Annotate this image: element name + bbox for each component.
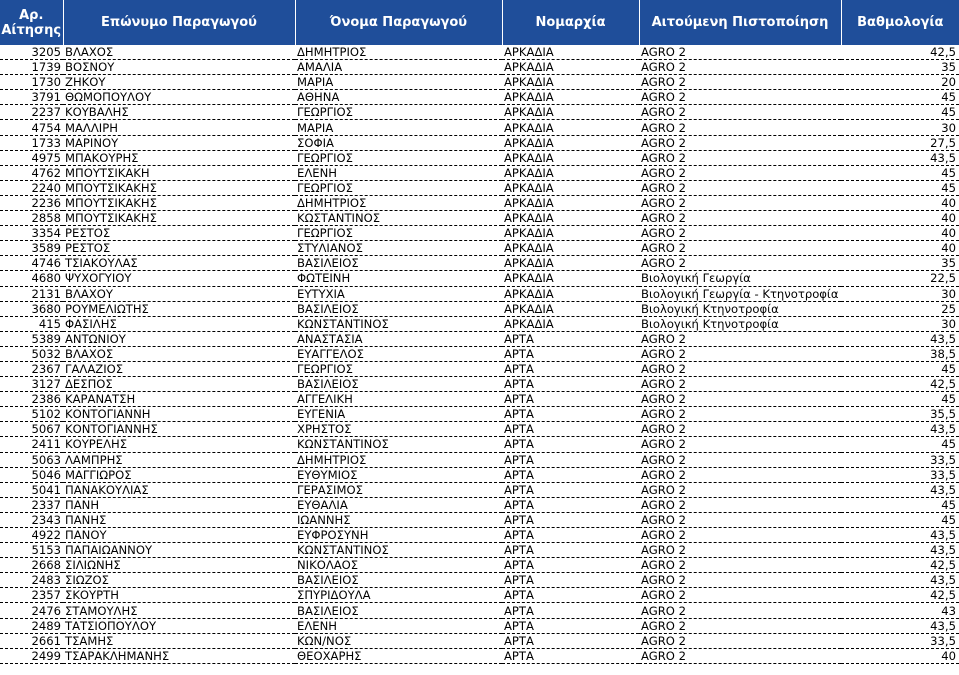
cell-producer-first-name: ΓΕΩΡΓΙΟΣ — [295, 361, 502, 376]
cell-requested-certification: Βιολογική Γεωργία — [639, 271, 841, 286]
cell-score: 40 — [841, 211, 959, 226]
table-row — [0, 392, 959, 407]
cell-prefecture: ΑΡΚΑΔΙΑ — [502, 105, 639, 120]
table-row — [0, 180, 959, 195]
cell-application-number: 4746 — [0, 256, 63, 271]
cell-score: 43,5 — [841, 331, 959, 346]
cell-application-number: 415 — [0, 316, 63, 331]
cell-prefecture: ΑΡΤΑ — [502, 361, 639, 376]
cell-producer-first-name: ΔΗΜΗΤΡΙΟΣ — [295, 452, 502, 467]
cell-producer-first-name: ΕΛΕΝΗ — [295, 165, 502, 180]
cell-producer-first-name: ΕΥΤΥΧΙΑ — [295, 286, 502, 301]
table-row — [0, 588, 959, 603]
table-row — [0, 226, 959, 241]
cell-application-number: 4922 — [0, 528, 63, 543]
cell-prefecture: ΑΡΚΑΔΙΑ — [502, 211, 639, 226]
cell-requested-certification: AGRO 2 — [639, 588, 841, 603]
cell-producer-last-name: ΡΕΣΤΟΣ — [63, 241, 295, 256]
cell-producer-first-name: ΜΑΡΙΑ — [295, 75, 502, 90]
table-row — [0, 573, 959, 588]
table-row — [0, 331, 959, 346]
cell-score: 43,5 — [841, 573, 959, 588]
cell-requested-certification: AGRO 2 — [639, 120, 841, 135]
cell-requested-certification: AGRO 2 — [639, 256, 841, 271]
header-row — [0, 0, 959, 45]
cell-application-number: 2858 — [0, 211, 63, 226]
cell-producer-first-name: ΕΥΑΓΓΕΛΟΣ — [295, 346, 502, 361]
table-row — [0, 75, 959, 90]
table-row — [0, 467, 959, 482]
cell-score: 45 — [841, 165, 959, 180]
table-row — [0, 135, 959, 150]
cell-application-number: 2668 — [0, 558, 63, 573]
cell-producer-first-name: ΓΕΩΡΓΙΟΣ — [295, 180, 502, 195]
cell-requested-certification: AGRO 2 — [639, 211, 841, 226]
cell-producer-first-name: ΒΑΣΙΛΕΙΟΣ — [295, 256, 502, 271]
cell-score: 30 — [841, 316, 959, 331]
cell-application-number: 5046 — [0, 467, 63, 482]
cell-producer-first-name: ΣΤΥΛΙΑΝΟΣ — [295, 241, 502, 256]
table-row — [0, 120, 959, 135]
cell-application-number: 5063 — [0, 452, 63, 467]
cell-requested-certification: AGRO 2 — [639, 512, 841, 527]
table-body — [0, 45, 959, 663]
cell-application-number: 4762 — [0, 165, 63, 180]
cell-score: 40 — [841, 226, 959, 241]
cell-application-number: 3354 — [0, 226, 63, 241]
table-row — [0, 422, 959, 437]
cell-producer-first-name: ΑΓΓΕΛΙΚΗ — [295, 392, 502, 407]
cell-producer-first-name: ΕΛΕΝΗ — [295, 618, 502, 633]
cell-producer-last-name: ΣΚΟΥΡΤΗ — [63, 588, 295, 603]
cell-score: 43,5 — [841, 618, 959, 633]
cell-prefecture: ΑΡΚΑΔΙΑ — [502, 150, 639, 165]
cell-prefecture: ΑΡΚΑΔΙΑ — [502, 165, 639, 180]
cell-application-number: 2357 — [0, 588, 63, 603]
cell-requested-certification: AGRO 2 — [639, 361, 841, 376]
cell-producer-first-name: ΜΑΡΙΑ — [295, 120, 502, 135]
cell-requested-certification: AGRO 2 — [639, 226, 841, 241]
cell-requested-certification: AGRO 2 — [639, 392, 841, 407]
cell-producer-last-name: ΖΗΚΟΥ — [63, 75, 295, 90]
cell-producer-last-name: ΑΝΤΩΝΙΟΥ — [63, 331, 295, 346]
cell-producer-last-name: ΒΟΣΝΟΥ — [63, 60, 295, 75]
cell-application-number: 3680 — [0, 301, 63, 316]
table-row — [0, 648, 959, 663]
cell-requested-certification: AGRO 2 — [639, 603, 841, 618]
cell-score: 45 — [841, 361, 959, 376]
cell-producer-last-name: ΜΠΑΚΟΥΡΗΣ — [63, 150, 295, 165]
cell-application-number: 2343 — [0, 512, 63, 527]
cell-prefecture: ΑΡΚΑΔΙΑ — [502, 316, 639, 331]
cell-application-number: 5067 — [0, 422, 63, 437]
table-row — [0, 60, 959, 75]
table-row — [0, 45, 959, 60]
cell-prefecture: ΑΡΤΑ — [502, 377, 639, 392]
cell-producer-last-name: ΣΙΩΖΟΣ — [63, 573, 295, 588]
cell-requested-certification: AGRO 2 — [639, 482, 841, 497]
cell-requested-certification: AGRO 2 — [639, 180, 841, 195]
cell-prefecture: ΑΡΤΑ — [502, 648, 639, 663]
cell-application-number: 5153 — [0, 543, 63, 558]
table-row — [0, 90, 959, 105]
cell-score: 45 — [841, 90, 959, 105]
table-row — [0, 165, 959, 180]
cell-requested-certification: Βιολογική Κτηνοτροφία — [639, 316, 841, 331]
cell-requested-certification: AGRO 2 — [639, 633, 841, 648]
cell-producer-first-name: ΦΩΤΕΙΝΗ — [295, 271, 502, 286]
cell-application-number: 3127 — [0, 377, 63, 392]
cell-score: 42,5 — [841, 588, 959, 603]
table-row — [0, 377, 959, 392]
cell-requested-certification: AGRO 2 — [639, 528, 841, 543]
cell-producer-first-name: ΚΩΝ/ΝΟΣ — [295, 633, 502, 648]
cell-prefecture: ΑΡΤΑ — [502, 512, 639, 527]
cell-producer-first-name: ΘΕΟΧΑΡΗΣ — [295, 648, 502, 663]
cell-producer-last-name: ΤΣΑΡΑΚΛΗΜΑΝΗΣ — [63, 648, 295, 663]
header-application-number: Αρ. Αίτησης — [0, 0, 63, 45]
table-row — [0, 150, 959, 165]
cell-prefecture: ΑΡΚΑΔΙΑ — [502, 226, 639, 241]
cell-requested-certification: AGRO 2 — [639, 150, 841, 165]
cell-prefecture: ΑΡΤΑ — [502, 558, 639, 573]
cell-score: 42,5 — [841, 377, 959, 392]
cell-requested-certification: AGRO 2 — [639, 407, 841, 422]
cell-requested-certification: AGRO 2 — [639, 422, 841, 437]
cell-producer-first-name: ΕΥΘΑΛΙΑ — [295, 497, 502, 512]
table-row — [0, 286, 959, 301]
cell-score: 40 — [841, 241, 959, 256]
cell-producer-first-name: ΕΥΓΕΝΙΑ — [295, 407, 502, 422]
table-row — [0, 241, 959, 256]
cell-prefecture: ΑΡΚΑΔΙΑ — [502, 301, 639, 316]
cell-application-number: 4754 — [0, 120, 63, 135]
cell-score: 45 — [841, 105, 959, 120]
cell-score: 42,5 — [841, 45, 959, 60]
cell-producer-first-name: ΔΗΜΗΤΡΙΟΣ — [295, 195, 502, 210]
cell-producer-last-name: ΠΑΝΗ — [63, 497, 295, 512]
cell-prefecture: ΑΡΤΑ — [502, 543, 639, 558]
table-row — [0, 301, 959, 316]
cell-producer-first-name: ΓΕΩΡΓΙΟΣ — [295, 226, 502, 241]
table-row — [0, 211, 959, 226]
header-prefecture: Νομαρχία — [502, 0, 639, 45]
cell-prefecture: ΑΡΤΑ — [502, 528, 639, 543]
cell-requested-certification: Βιολογική Κτηνοτροφία — [639, 301, 841, 316]
cell-score: 30 — [841, 120, 959, 135]
cell-score: 43,5 — [841, 528, 959, 543]
cell-prefecture: ΑΡΚΑΔΙΑ — [502, 286, 639, 301]
cell-score: 20 — [841, 75, 959, 90]
cell-producer-first-name: ΓΕΩΡΓΙΟΣ — [295, 105, 502, 120]
cell-score: 33,5 — [841, 633, 959, 648]
cell-prefecture: ΑΡΚΑΔΙΑ — [502, 75, 639, 90]
cell-producer-last-name: ΒΛΑΧΟΣ — [63, 45, 295, 60]
cell-application-number: 2489 — [0, 618, 63, 633]
cell-application-number: 1730 — [0, 75, 63, 90]
cell-prefecture: ΑΡΤΑ — [502, 618, 639, 633]
cell-requested-certification: AGRO 2 — [639, 377, 841, 392]
cell-requested-certification: AGRO 2 — [639, 618, 841, 633]
cell-producer-first-name: ΚΩΝΣΤΑΝΤΙΝΟΣ — [295, 437, 502, 452]
cell-producer-first-name: ΑΘΗΝΑ — [295, 90, 502, 105]
cell-prefecture: ΑΡΤΑ — [502, 482, 639, 497]
cell-producer-first-name: ΓΕΡΑΣΙΜΟΣ — [295, 482, 502, 497]
cell-producer-first-name: ΚΩΝΣΤΑΝΤΙΝΟΣ — [295, 543, 502, 558]
header-score: Βαθμολογία — [841, 0, 959, 45]
cell-requested-certification: AGRO 2 — [639, 165, 841, 180]
cell-score: 30 — [841, 286, 959, 301]
cell-prefecture: ΑΡΤΑ — [502, 588, 639, 603]
cell-producer-last-name: ΚΟΥΡΕΛΗΣ — [63, 437, 295, 452]
cell-application-number: 2236 — [0, 195, 63, 210]
cell-application-number: 2411 — [0, 437, 63, 452]
cell-application-number: 1739 — [0, 60, 63, 75]
cell-requested-certification: AGRO 2 — [639, 558, 841, 573]
cell-producer-last-name: ΠΑΝΑΚΟΥΛΙΑΣ — [63, 482, 295, 497]
cell-producer-last-name: ΜΑΡΙΝΟΥ — [63, 135, 295, 150]
cell-score: 25 — [841, 301, 959, 316]
cell-producer-last-name: ΣΙΛΙΩΝΗΣ — [63, 558, 295, 573]
cell-score: 43 — [841, 603, 959, 618]
cell-producer-last-name: ΚΟΥΒΑΛΗΣ — [63, 105, 295, 120]
cell-producer-last-name: ΒΛΑΧΟΥ — [63, 286, 295, 301]
cell-application-number: 1733 — [0, 135, 63, 150]
cell-producer-first-name: ΙΩΑΝΝΗΣ — [295, 512, 502, 527]
cell-requested-certification: AGRO 2 — [639, 467, 841, 482]
cell-score: 40 — [841, 195, 959, 210]
table-row — [0, 528, 959, 543]
cell-producer-first-name: ΒΑΣΙΛΕΙΟΣ — [295, 377, 502, 392]
cell-requested-certification: AGRO 2 — [639, 135, 841, 150]
cell-producer-last-name: ΡΕΣΤΟΣ — [63, 226, 295, 241]
cell-prefecture: ΑΡΤΑ — [502, 407, 639, 422]
cell-requested-certification: AGRO 2 — [639, 452, 841, 467]
cell-prefecture: ΑΡΚΑΔΙΑ — [502, 241, 639, 256]
cell-producer-first-name: ΔΗΜΗΤΡΙΟΣ — [295, 45, 502, 60]
cell-requested-certification: AGRO 2 — [639, 573, 841, 588]
table-row — [0, 361, 959, 376]
header-producer-first-name: Όνομα Παραγωγού — [295, 0, 502, 45]
cell-requested-certification: AGRO 2 — [639, 90, 841, 105]
cell-producer-last-name: ΚΑΡΑΝΑΤΣΗ — [63, 392, 295, 407]
table-header — [0, 0, 959, 45]
cell-score: 43,5 — [841, 482, 959, 497]
table-row — [0, 512, 959, 527]
cell-producer-last-name: ΜΠΟΥΤΣΙΚΑΚΗΣ — [63, 180, 295, 195]
cell-producer-last-name: ΚΟΝΤΟΓΙΑΝΝΗΣ — [63, 422, 295, 437]
cell-application-number: 5102 — [0, 407, 63, 422]
cell-prefecture: ΑΡΚΑΔΙΑ — [502, 135, 639, 150]
cell-producer-last-name: ΨΥΧΟΓΥΙΟΥ — [63, 271, 295, 286]
cell-prefecture: ΑΡΚΑΔΙΑ — [502, 45, 639, 60]
cell-prefecture: ΑΡΤΑ — [502, 331, 639, 346]
cell-producer-first-name: ΧΡΗΣΤΟΣ — [295, 422, 502, 437]
cell-prefecture: ΑΡΚΑΔΙΑ — [502, 271, 639, 286]
table-row — [0, 256, 959, 271]
cell-requested-certification: AGRO 2 — [639, 437, 841, 452]
cell-requested-certification: AGRO 2 — [639, 331, 841, 346]
cell-application-number: 2131 — [0, 286, 63, 301]
cell-score: 35 — [841, 60, 959, 75]
cell-producer-last-name: ΜΑΛΛΙΡΗ — [63, 120, 295, 135]
cell-producer-last-name: ΠΑΝΗΣ — [63, 512, 295, 527]
cell-requested-certification: AGRO 2 — [639, 45, 841, 60]
header-requested-certification: Αιτούμενη Πιστοποίηση — [639, 0, 841, 45]
cell-producer-first-name: ΣΟΦΙΑ — [295, 135, 502, 150]
cell-producer-last-name: ΜΑΓΓΙΩΡΟΣ — [63, 467, 295, 482]
cell-producer-last-name: ΠΑΠΑΙΩΑΝΝΟΥ — [63, 543, 295, 558]
cell-application-number: 3205 — [0, 45, 63, 60]
cell-prefecture: ΑΡΚΑΔΙΑ — [502, 120, 639, 135]
cell-producer-last-name: ΤΑΤΣΙΟΠΟΥΛΟΥ — [63, 618, 295, 633]
cell-producer-first-name: ΓΕΩΡΓΙΟΣ — [295, 150, 502, 165]
cell-application-number: 2499 — [0, 648, 63, 663]
cell-requested-certification: Βιολογική Γεωργία - Κτηνοτροφία — [639, 286, 841, 301]
table-row — [0, 603, 959, 618]
cell-score: 33,5 — [841, 452, 959, 467]
table-row — [0, 437, 959, 452]
cell-prefecture: ΑΡΤΑ — [502, 346, 639, 361]
table-row — [0, 271, 959, 286]
cell-producer-last-name: ΓΑΛΑΖΙΟΣ — [63, 361, 295, 376]
cell-producer-first-name: ΚΩΝΣΤΑΝΤΙΝΟΣ — [295, 316, 502, 331]
cell-prefecture: ΑΡΤΑ — [502, 452, 639, 467]
table-row — [0, 407, 959, 422]
cell-producer-last-name: ΜΠΟΥΤΣΙΚΑΚΗΣ — [63, 211, 295, 226]
cell-score: 35 — [841, 256, 959, 271]
table-row — [0, 105, 959, 120]
cell-producer-first-name: ΑΝΑΣΤΑΣΙΑ — [295, 331, 502, 346]
cell-producer-first-name: ΒΑΣΙΛΕΙΟΣ — [295, 301, 502, 316]
table-row — [0, 497, 959, 512]
cell-producer-first-name: ΒΑΣΙΛΕΙΟΣ — [295, 573, 502, 588]
table-row — [0, 316, 959, 331]
cell-application-number: 5041 — [0, 482, 63, 497]
cell-producer-first-name: ΝΙΚΟΛΑΟΣ — [295, 558, 502, 573]
cell-prefecture: ΑΡΤΑ — [502, 497, 639, 512]
cell-requested-certification: AGRO 2 — [639, 75, 841, 90]
cell-producer-first-name: ΒΑΣΙΛΕΙΟΣ — [295, 603, 502, 618]
cell-score: 45 — [841, 180, 959, 195]
table-row — [0, 543, 959, 558]
table-row — [0, 558, 959, 573]
cell-producer-first-name: ΕΥΘΥΜΙΟΣ — [295, 467, 502, 482]
cell-score: 45 — [841, 392, 959, 407]
table-row — [0, 346, 959, 361]
cell-requested-certification: AGRO 2 — [639, 346, 841, 361]
cell-score: 45 — [841, 512, 959, 527]
cell-application-number: 2367 — [0, 361, 63, 376]
cell-producer-first-name: ΕΥΦΡΟΣΥΝΗ — [295, 528, 502, 543]
cell-application-number: 4975 — [0, 150, 63, 165]
table-row — [0, 618, 959, 633]
cell-score: 38,5 — [841, 346, 959, 361]
cell-producer-first-name: ΑΜΑΛΙΑ — [295, 60, 502, 75]
cell-score: 35,5 — [841, 407, 959, 422]
cell-prefecture: ΑΡΤΑ — [502, 573, 639, 588]
cell-prefecture: ΑΡΤΑ — [502, 422, 639, 437]
cell-producer-last-name: ΔΕΣΠΟΣ — [63, 377, 295, 392]
cell-requested-certification: AGRO 2 — [639, 105, 841, 120]
cell-application-number: 5032 — [0, 346, 63, 361]
table-row — [0, 633, 959, 648]
cell-producer-last-name: ΚΟΝΤΟΓΙΑΝΝΗ — [63, 407, 295, 422]
cell-score: 42,5 — [841, 558, 959, 573]
cell-prefecture: ΑΡΚΑΔΙΑ — [502, 180, 639, 195]
cell-application-number: 3589 — [0, 241, 63, 256]
cell-application-number: 2240 — [0, 180, 63, 195]
cell-producer-last-name: ΜΠΟΥΤΣΙΚΑΚΗΣ — [63, 195, 295, 210]
cell-score: 40 — [841, 648, 959, 663]
cell-score: 22,5 — [841, 271, 959, 286]
cell-score: 43,5 — [841, 150, 959, 165]
table-row — [0, 195, 959, 210]
cell-application-number: 5389 — [0, 331, 63, 346]
cell-requested-certification: AGRO 2 — [639, 241, 841, 256]
cell-producer-last-name: ΘΩΜΟΠΟΥΛΟΥ — [63, 90, 295, 105]
cell-application-number: 2661 — [0, 633, 63, 648]
cell-prefecture: ΑΡΤΑ — [502, 603, 639, 618]
cell-producer-last-name: ΤΣΑΜΗΣ — [63, 633, 295, 648]
cell-prefecture: ΑΡΤΑ — [502, 437, 639, 452]
cell-application-number: 2386 — [0, 392, 63, 407]
cell-producer-last-name: ΡΟΥΜΕΛΙΩΤΗΣ — [63, 301, 295, 316]
cell-prefecture: ΑΡΚΑΔΙΑ — [502, 90, 639, 105]
table-row — [0, 482, 959, 497]
cell-prefecture: ΑΡΤΑ — [502, 633, 639, 648]
cell-producer-last-name: ΠΑΝΟΥ — [63, 528, 295, 543]
header-producer-last-name: Επώνυμο Παραγωγού — [63, 0, 295, 45]
cell-requested-certification: AGRO 2 — [639, 648, 841, 663]
cell-producer-last-name: ΒΛΑΧΟΣ — [63, 346, 295, 361]
cell-producer-first-name: ΣΠΥΡΙΔΟΥΛΑ — [295, 588, 502, 603]
cell-producer-last-name: ΤΣΙΑΚΟΥΛΑΣ — [63, 256, 295, 271]
cell-score: 27,5 — [841, 135, 959, 150]
cell-requested-certification: AGRO 2 — [639, 543, 841, 558]
cell-prefecture: ΑΡΤΑ — [502, 392, 639, 407]
cell-application-number: 4680 — [0, 271, 63, 286]
cell-application-number: 3791 — [0, 90, 63, 105]
cell-score: 45 — [841, 437, 959, 452]
table-row — [0, 452, 959, 467]
cell-prefecture: ΑΡΚΑΔΙΑ — [502, 60, 639, 75]
cell-prefecture: ΑΡΚΑΔΙΑ — [502, 195, 639, 210]
cell-requested-certification: AGRO 2 — [639, 497, 841, 512]
cell-score: 43,5 — [841, 543, 959, 558]
cell-producer-first-name: ΚΩΣΤΑΝΤΙΝΟΣ — [295, 211, 502, 226]
cell-producer-last-name: ΣΤΑΜΟΥΛΗΣ — [63, 603, 295, 618]
cell-application-number: 2337 — [0, 497, 63, 512]
cell-requested-certification: AGRO 2 — [639, 195, 841, 210]
cell-score: 33,5 — [841, 467, 959, 482]
cell-prefecture: ΑΡΚΑΔΙΑ — [502, 256, 639, 271]
cell-producer-last-name: ΦΑΣΙΛΗΣ — [63, 316, 295, 331]
cell-application-number: 2237 — [0, 105, 63, 120]
cell-score: 45 — [841, 497, 959, 512]
cell-score: 43,5 — [841, 422, 959, 437]
cell-requested-certification: AGRO 2 — [639, 60, 841, 75]
cell-application-number: 2476 — [0, 603, 63, 618]
cell-application-number: 2483 — [0, 573, 63, 588]
cell-producer-last-name: ΜΠΟΥΤΣΙΚΑΚΗ — [63, 165, 295, 180]
cell-prefecture: ΑΡΤΑ — [502, 467, 639, 482]
cell-producer-last-name: ΛΑΜΠΡΗΣ — [63, 452, 295, 467]
